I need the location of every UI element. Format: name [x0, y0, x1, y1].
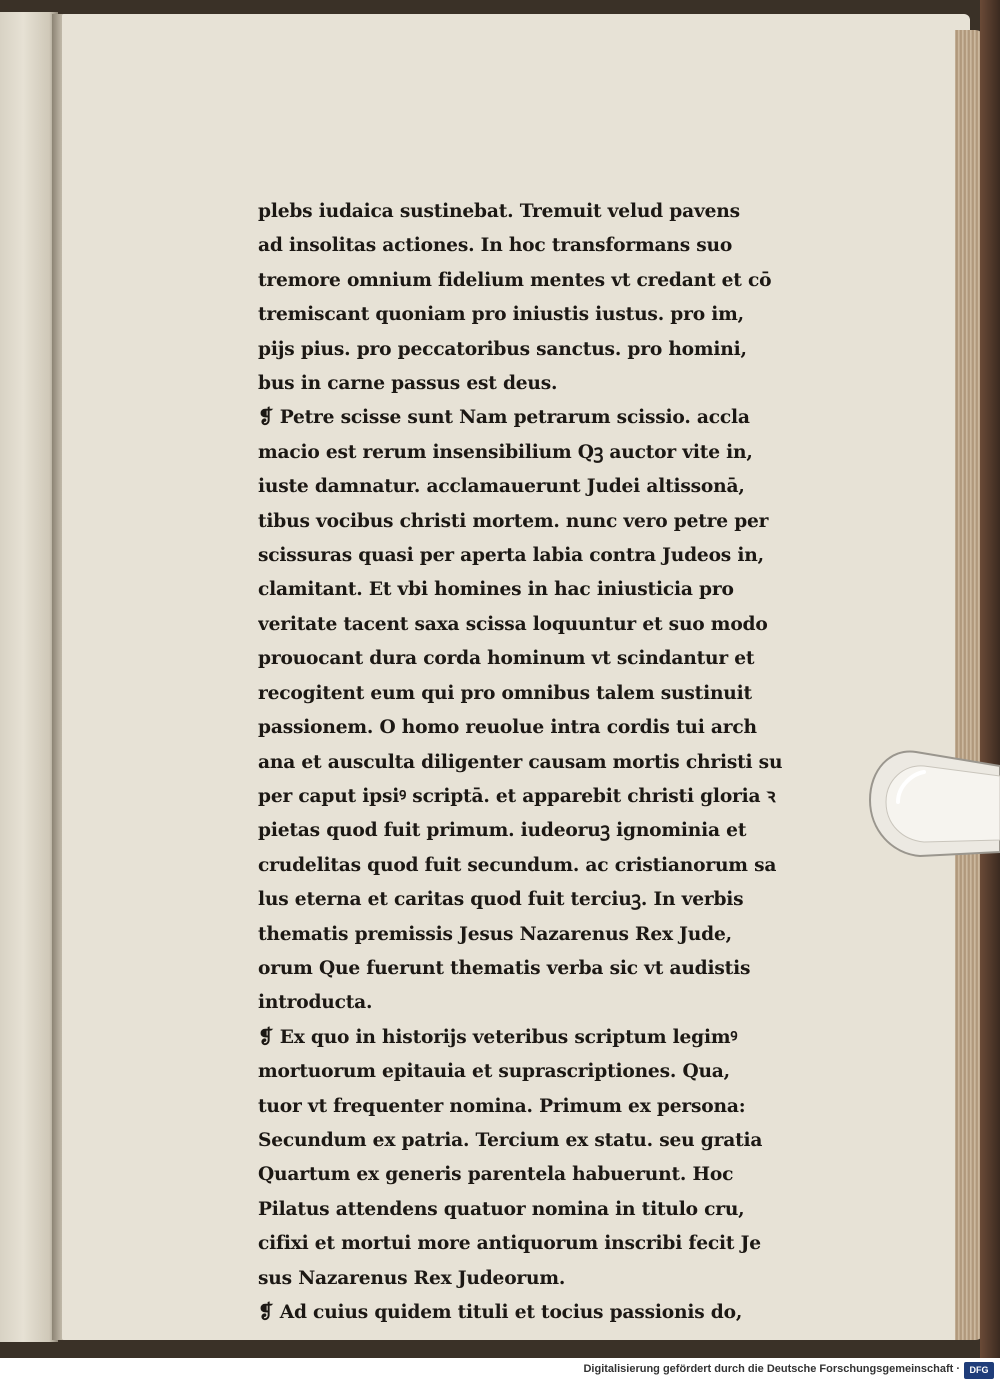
text-line: ad insolitas actiones. In hoc transformans suo: [258, 234, 733, 257]
text-line: cifixi et mortui more antiquorum inscribi fecit Je: [258, 1232, 761, 1255]
text-line: sus Nazarenus Rex Judeorum.: [258, 1266, 566, 1289]
text-line: pijs pius. pro peccatoribus sanctus. pro homini,: [258, 337, 747, 360]
text-line: tremiscant quoniam pro iniustis iustus. pro im,: [258, 303, 744, 326]
text-line: lus eterna et caritas quod fuit terciuꝫ. In verbis: [258, 888, 744, 911]
text-line: ❡ Petre scisse sunt Nam petrarum scissio. accla: [258, 406, 750, 429]
text-line: ❡ Ad cuius quidem tituli et tocius passionis do,: [258, 1301, 743, 1323]
text-line: plebs iudaica sustinebat. Tremuit velud pavens: [258, 200, 740, 222]
text-line: passionem. O homo reuolue intra cordis tui arch: [258, 716, 757, 739]
text-line: pietas quod fuit primum. iudeoruꝫ ignominia et: [258, 819, 747, 842]
text-line: tremore omnium fidelium mentes vt credant et cō: [258, 268, 772, 291]
text-line: crudelitas quod fuit secundum. ac cristianorum sa: [258, 853, 777, 876]
text-line: orum Que fuerunt thematis verba sic vt audistis: [258, 956, 751, 979]
text-line: tuor vt frequenter nomina. Primum ex persona:: [258, 1094, 746, 1117]
text-line: iuste damnatur. acclamauerunt Judei altissonā,: [258, 475, 745, 498]
text-line: bus in carne passus est deus.: [258, 372, 558, 395]
text-line: ❡ Ex quo in historijs veteribus scriptum legimꝰ: [258, 1025, 738, 1048]
text-line: clamitant. Et vbi homines in hac iniusticia pro: [258, 578, 734, 601]
text-line: introducta.: [258, 991, 373, 1014]
text-line: per caput ipsiꝰ scriptā. et apparebit christi gloria ꝛ: [258, 784, 776, 807]
printed-text-block: [258, 194, 798, 1329]
footer-bar: [0, 1358, 1000, 1384]
text-line: macio est rerum insensibilium Qꝫ auctor vite in,: [258, 440, 753, 463]
left-page-edge: [0, 12, 58, 1342]
book-binding: [980, 0, 1000, 1358]
text-line: scissuras quasi per aperta labia contra Judeos in,: [258, 544, 764, 567]
text-line: Secundum ex patria. Tercium ex statu. seu gratia: [258, 1128, 763, 1151]
page-clip-icon: [868, 748, 1000, 860]
text-line: veritate tacent saxa scissa loquuntur et suo modo: [258, 612, 768, 635]
text-line: mortuorum epitauia et suprascriptiones. Qua,: [258, 1060, 730, 1083]
text-line: prouocant dura corda hominum vt scindantur et: [258, 647, 755, 670]
text-line: Quartum ex generis parentela habuerunt. Hoc: [258, 1163, 734, 1186]
funding-credit: Digitalisierung gefördert durch die Deutsche Forschungsgemeinschaft ·: [583, 1363, 960, 1375]
text-line: Pilatus attendens quatuor nomina in titulo cru,: [258, 1197, 745, 1220]
right-page: [62, 14, 970, 1340]
text-line: recogitent eum qui pro omnibus talem sustinuit: [258, 681, 752, 704]
text-line: tibus vocibus christi mortem. nunc vero petre per: [258, 509, 769, 532]
dfg-logo: DFG: [964, 1362, 994, 1379]
text-line: ana et ausculta diligenter causam mortis christi su: [258, 750, 783, 773]
text-line: thematis premissis Jesus Nazarenus Rex Jude,: [258, 922, 732, 945]
